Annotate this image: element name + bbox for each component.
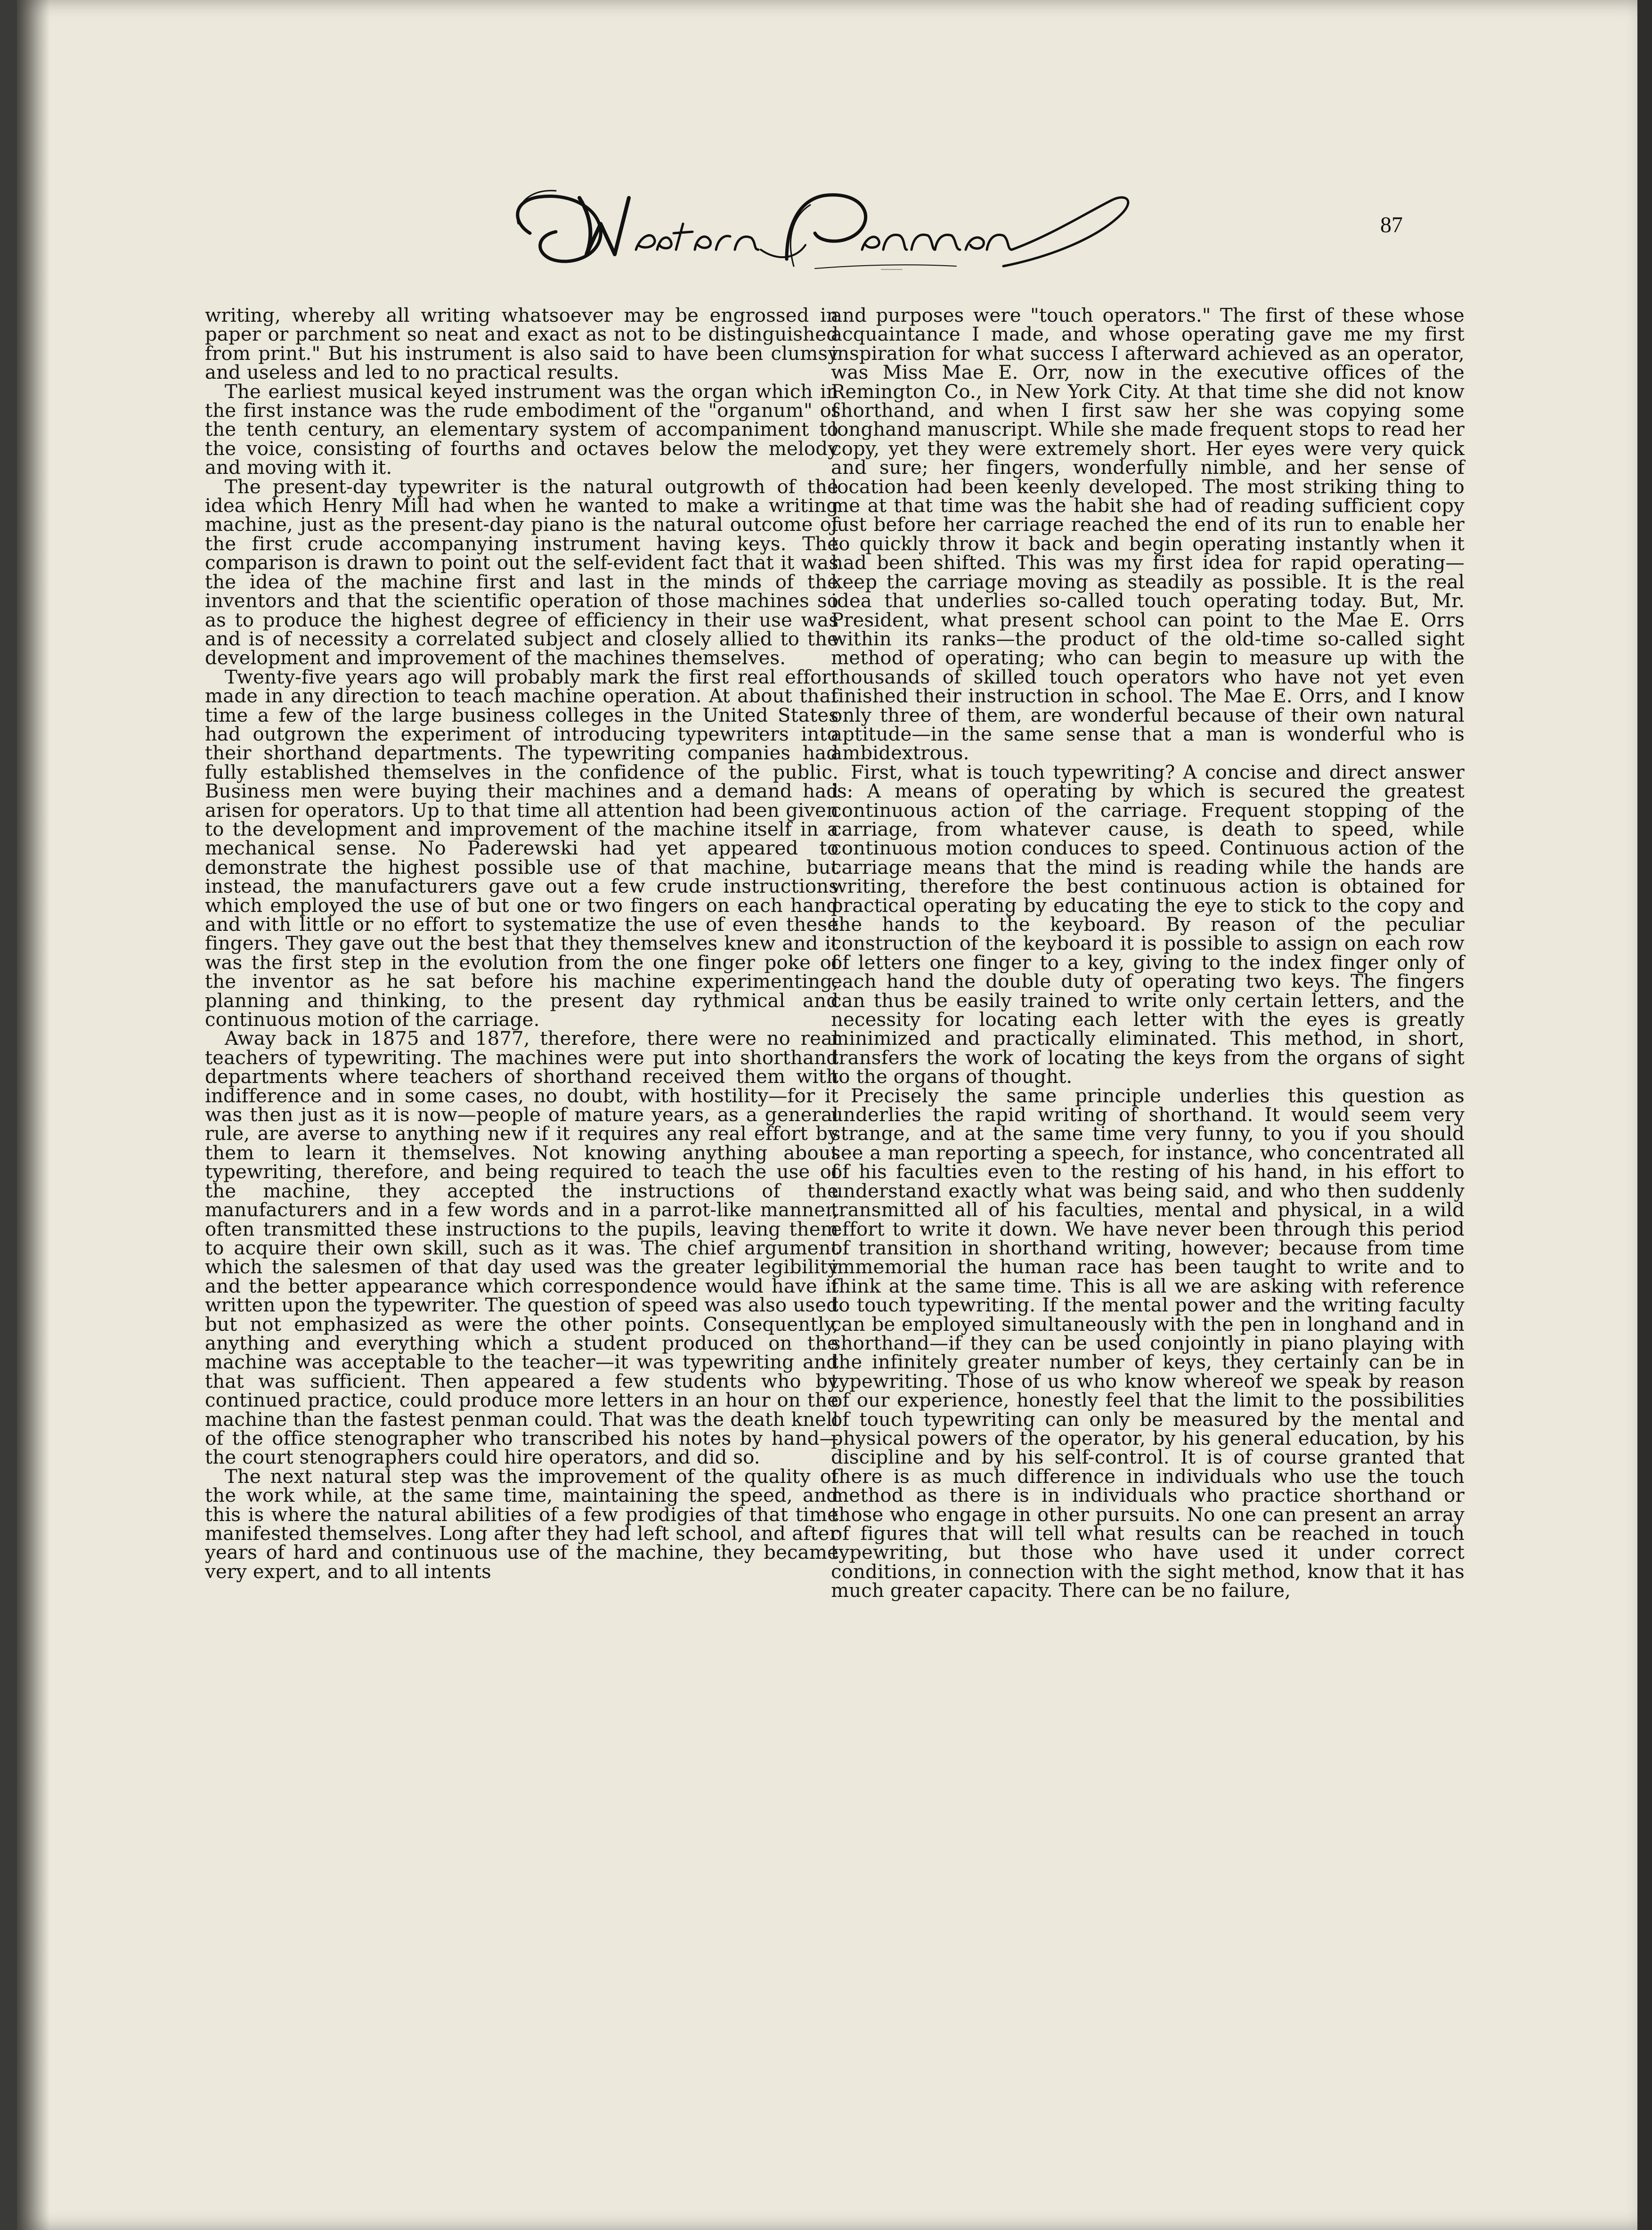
page-edge <box>1637 0 1652 2230</box>
paragraph: The present-day typewriter is the natural outgrowth of the idea which Henry Mill had when he wanted to make a writing machine, just as the present-day piano is the natural outcome of the first crude accompanying instrument having keys. The comparison is drawn to point out the self-evident fact that it was the idea of the machine first and last in the minds of the inventors and that the scientific operation of those machines so as to produce the highest degree of efficiency in their use was and is of necessity a correlated subject and closely allied to the development and improvement of the machines themselves. <box>205 476 838 669</box>
left-column <box>205 306 838 1581</box>
binding-gutter-shadow <box>17 0 50 2230</box>
paragraph: Precisely the same principle underlies this question as underlies the rapid writing of shorthand. It would seem very strange, and at the same time very funny, to you if you should see a man reporting a speech, for instance, who concentrated all of his faculties even to the resting of his hand, in his effort to understand exactly what was being said, and who then suddenly transmitted all of his faculties, mental and physical, in a wild effort to write it down. We have never been through this period of transition in shorthand writing, however; because from time immemorial the human race has been taught to write and to think at the same time. This is all we are asking with reference to touch typewriting. If the mental power and the writing faculty can be employed simultaneously with the pen in longhand and in shorthand—if they can be used conjointly in piano playing with the infinitely greater number of keys, they certainly can be in typewriting. Those of us who know whereof we speak by reason of our experience, honestly feel that the limit to the possibilities of touch typewriting can only be measured by the mental and physical powers of the operator, by his general education, by his discipline and by his self-control. It is of course granted that there is as much difference in individuals who use the touch method as there is in individuals who practice shorthand or those who engage in other pursuits. No one can present an array of figures that will tell what results can be reached in touch typewriting, but those who have used it under correct conditions, in connection with the sight method, know that it has much greater capacity. There can be no failure, <box>831 1085 1465 1602</box>
paragraph: and purposes were "touch operators." The first of these whose acquaintance I made, and whose operating gave me my first inspiration for what success I afterward achieved as an operator, was Miss Mae E. Orr, now in the executive offices of the Remington Co., in New York City. At that time she did not know shorthand, and when I first saw her she was copying some longhand manuscript. While she made frequent stops to read her copy, yet they were extremely short. Her eyes were very quick and sure; her fingers, wonderfully nimble, and her sense of location had been keenly developed. The most striking thing to me at that time was the habit she had of reading sufficient copy just before her carriage reached the end of its run to enable her to quickly throw it back and begin operating instantly when it had been shifted. This was my first idea for rapid operating—keep the carriage moving as steadily as possible. It is the real idea that underlies so-called touch operating today. But, Mr. President, what present school can point to the Mae E. Orrs within its ranks—the product of the old-time so-called sight method of operating; who can begin to measure up with the thousands of skilled touch operators who have not yet even finished their instruction in school. The Mae E. Orrs, and I know only three of them, are wonderful because of their own natural aptitude—in the same sense that a man is wonderful who is ambidextrous. <box>831 305 1465 765</box>
svg-text:~~~~~~~: ~~~~~~~ <box>881 266 903 273</box>
right-column <box>831 306 1465 1601</box>
paragraph: The next natural step was the improvement of the quality of the work while, at the same time, maintaining the speed, and this is where the natural abilities of a few prodigies of that time manifested themselves. Long after they had left school, and after years of hard and continuous use of the machine, they became very expert, and to all intents <box>205 1465 838 1583</box>
masthead-script-logo <box>485 179 1164 278</box>
paragraph: Twenty-five years ago will probably mark the first real effort made in any direction to teach machine operation. At about that time a few of the large business colleges in the United States had outgrown the experiment of introducing typewriters into their shorthand departments. The typewriting companies had fully established themselves in the confidence of the public. Business men were buying their machines and a demand had arisen for operators. Up to that time all attention had been given to the development and improvement of the machine itself in a mechanical sense. No Paderewski had yet appeared to demonstrate the highest possible use of that machine, but instead, the manufacturers gave out a few crude instructions which employed the use of but one or two fingers on each hand and with little or no effort to systematize the use of even these fingers. They gave out the best that they themselves knew and it was the first step in the evolution from the one finger poke of the inventor as he sat before his machine experimenting, planning and thinking, to the present day rythmical and continuous motion of the carriage. <box>205 666 838 1031</box>
paragraph: Away back in 1875 and 1877, therefore, there were no real teachers of typewriting. The machines were put into shorthand departments where teachers of shorthand received them with indifference and in some cases, no doubt, with hostility—for it was then just as it is now—people of mature years, as a general rule, are averse to anything new if it requires any real effort by them to learn it themselves. Not knowing anything about typewriting, therefore, and being required to teach the use of the machine, they accepted the instructions of the manufacturers and in a few words and in a parrot-like manner, often transmitted these instructions to the pupils, leaving them to acquire their own skill, such as it was. The chief argument which the salesmen of that day used was the greater legibility and the better appearance which correspondence would have if written upon the typewriter. The question of speed was also used but not emphasized as were the other points. Consequently, anything and everything which a student produced on the machine was acceptable to the teacher—it was typewriting and that was sufficient. Then appeared a few students who by continued practice, could produce more letters in an hour on the machine than the fastest penman could. That was the death knell of the office stenographer who transcribed his notes by hand—the court stenographers could hire operators, and did so. <box>205 1028 838 1469</box>
paragraph: The earliest musical keyed instrument was the organ which in the first instance was the rude embodiment of the "organum" of the tenth century, an elementary system of accompaniment to the voice, consisting of fourths and octaves below the melody and moving with it. <box>205 381 838 479</box>
page-number: 87 <box>1380 212 1403 237</box>
paragraph: First, what is touch typewriting? A concise and direct answer is: A means of operating by which is secured the greatest continuous action of the carriage. Frequent stopping of the carriage, from whatever cause, is death to speed, while continuous motion conduces to speed. Continuous action of the carriage means that the mind is reading while the hands are writing, therefore the best continuous action is obtained for practical operating by educating the eye to stick to the copy and the hands to the keyboard. By reason of the peculiar construction of the keyboard it is possible to assign on each row of letters one finger to a key, giving to the index finger only of each hand the double duty of operating two keys. The fingers can thus be easily trained to write only certain letters, and the necessity for locating each letter with the eyes is greatly minimized and practically eliminated. This method, in short, transfers the work of locating the keys from the organs of sight to the organs of thought. <box>831 761 1465 1088</box>
masthead-logo <box>485 179 1164 278</box>
paragraph: writing, whereby all writing whatsoever may be engrossed in paper or parchment so neat and exact as not to be distinguished from print." But his instrument is also said to have been clumsy and useless and led to no practical results. <box>205 305 838 384</box>
